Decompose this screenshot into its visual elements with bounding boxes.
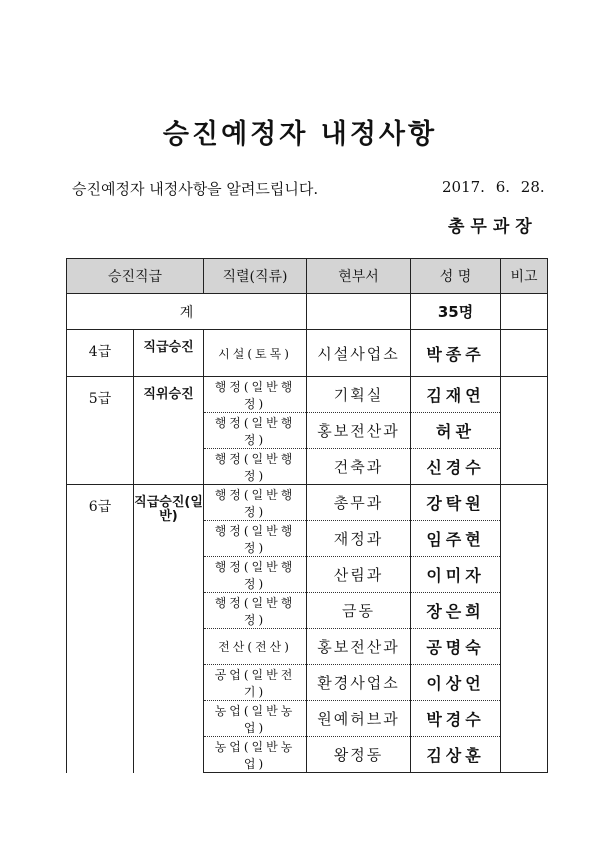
- name-cell: 강탁원: [411, 485, 501, 521]
- table-row: [67, 485, 548, 521]
- notice-text: 승진예정자 내정사항을 알려드립니다.: [72, 180, 319, 198]
- dept-cell: 원예허브과: [307, 701, 411, 737]
- job-cell: 행정(일반행정): [204, 521, 307, 557]
- job-cell: 행정(일반행정): [204, 413, 307, 449]
- table-row: [67, 330, 548, 377]
- name-cell: 공명숙: [411, 629, 501, 665]
- total-row: [67, 294, 548, 330]
- header-dept: 현부서: [307, 259, 411, 294]
- job-cell: 공업(일반전기): [204, 665, 307, 701]
- note-cell: [501, 701, 548, 737]
- promotion-table: [66, 258, 548, 773]
- name-cell: 허관: [411, 413, 501, 449]
- grade-cell: 6급: [67, 485, 134, 773]
- note-cell: [501, 413, 548, 449]
- header-grade: 승진직급: [67, 259, 204, 294]
- sender: 총무과장: [448, 217, 538, 237]
- promotion-type-cell: 직위승진: [134, 377, 204, 485]
- total-note: [501, 294, 548, 330]
- job-cell: 농업(일반농업): [204, 737, 307, 773]
- header-note: 비고: [501, 259, 548, 294]
- job-cell: 행정(일반행정): [204, 557, 307, 593]
- job-cell: 농업(일반농업): [204, 701, 307, 737]
- note-cell: [501, 593, 548, 629]
- job-cell: 시설(토목): [204, 330, 307, 377]
- note-cell: [501, 330, 548, 377]
- total-label: 계: [67, 294, 307, 330]
- note-cell: [501, 485, 548, 521]
- job-cell: 행정(일반행정): [204, 485, 307, 521]
- name-cell: 임주현: [411, 521, 501, 557]
- name-cell: 김상훈: [411, 737, 501, 773]
- dept-cell: 홍보전산과: [307, 413, 411, 449]
- promotion-type-cell: 직급승진: [134, 330, 204, 377]
- note-cell: [501, 449, 548, 485]
- name-cell: 김재연: [411, 377, 501, 413]
- dept-cell: 재정과: [307, 521, 411, 557]
- promotion-type-cell: 직급승진(일반): [134, 485, 204, 773]
- name-cell: 박종주: [411, 330, 501, 377]
- job-cell: 전산(전산): [204, 629, 307, 665]
- note-cell: [501, 377, 548, 413]
- dept-cell: 시설사업소: [307, 330, 411, 377]
- note-cell: [501, 521, 548, 557]
- name-cell: 박경수: [411, 701, 501, 737]
- grade-cell: 4급: [67, 330, 134, 377]
- job-cell: 행정(일반행정): [204, 377, 307, 413]
- note-cell: [501, 665, 548, 701]
- grade-cell: 5급: [67, 377, 134, 485]
- note-cell: [501, 557, 548, 593]
- note-cell: [501, 629, 548, 665]
- name-cell: 이미자: [411, 557, 501, 593]
- dept-cell: 기획실: [307, 377, 411, 413]
- header-job: 직렬(직류): [204, 259, 307, 294]
- name-cell: 신경수: [411, 449, 501, 485]
- dept-cell: 왕정동: [307, 737, 411, 773]
- note-cell: [501, 737, 548, 773]
- dept-cell: 총무과: [307, 485, 411, 521]
- total-dept: [307, 294, 411, 330]
- table-header-row: [67, 259, 548, 294]
- header-name: 성 명: [411, 259, 501, 294]
- document-date: 2017. 6. 28.: [442, 178, 545, 196]
- total-count: 35명: [411, 294, 501, 330]
- table-row: [67, 377, 548, 413]
- dept-cell: 금동: [307, 593, 411, 629]
- dept-cell: 건축과: [307, 449, 411, 485]
- dept-cell: 산림과: [307, 557, 411, 593]
- document-title: 승진예정자 내정사항: [162, 119, 438, 150]
- name-cell: 이상언: [411, 665, 501, 701]
- job-cell: 행정(일반행정): [204, 593, 307, 629]
- job-cell: 행정(일반행정): [204, 449, 307, 485]
- dept-cell: 홍보전산과: [307, 629, 411, 665]
- name-cell: 장은희: [411, 593, 501, 629]
- dept-cell: 환경사업소: [307, 665, 411, 701]
